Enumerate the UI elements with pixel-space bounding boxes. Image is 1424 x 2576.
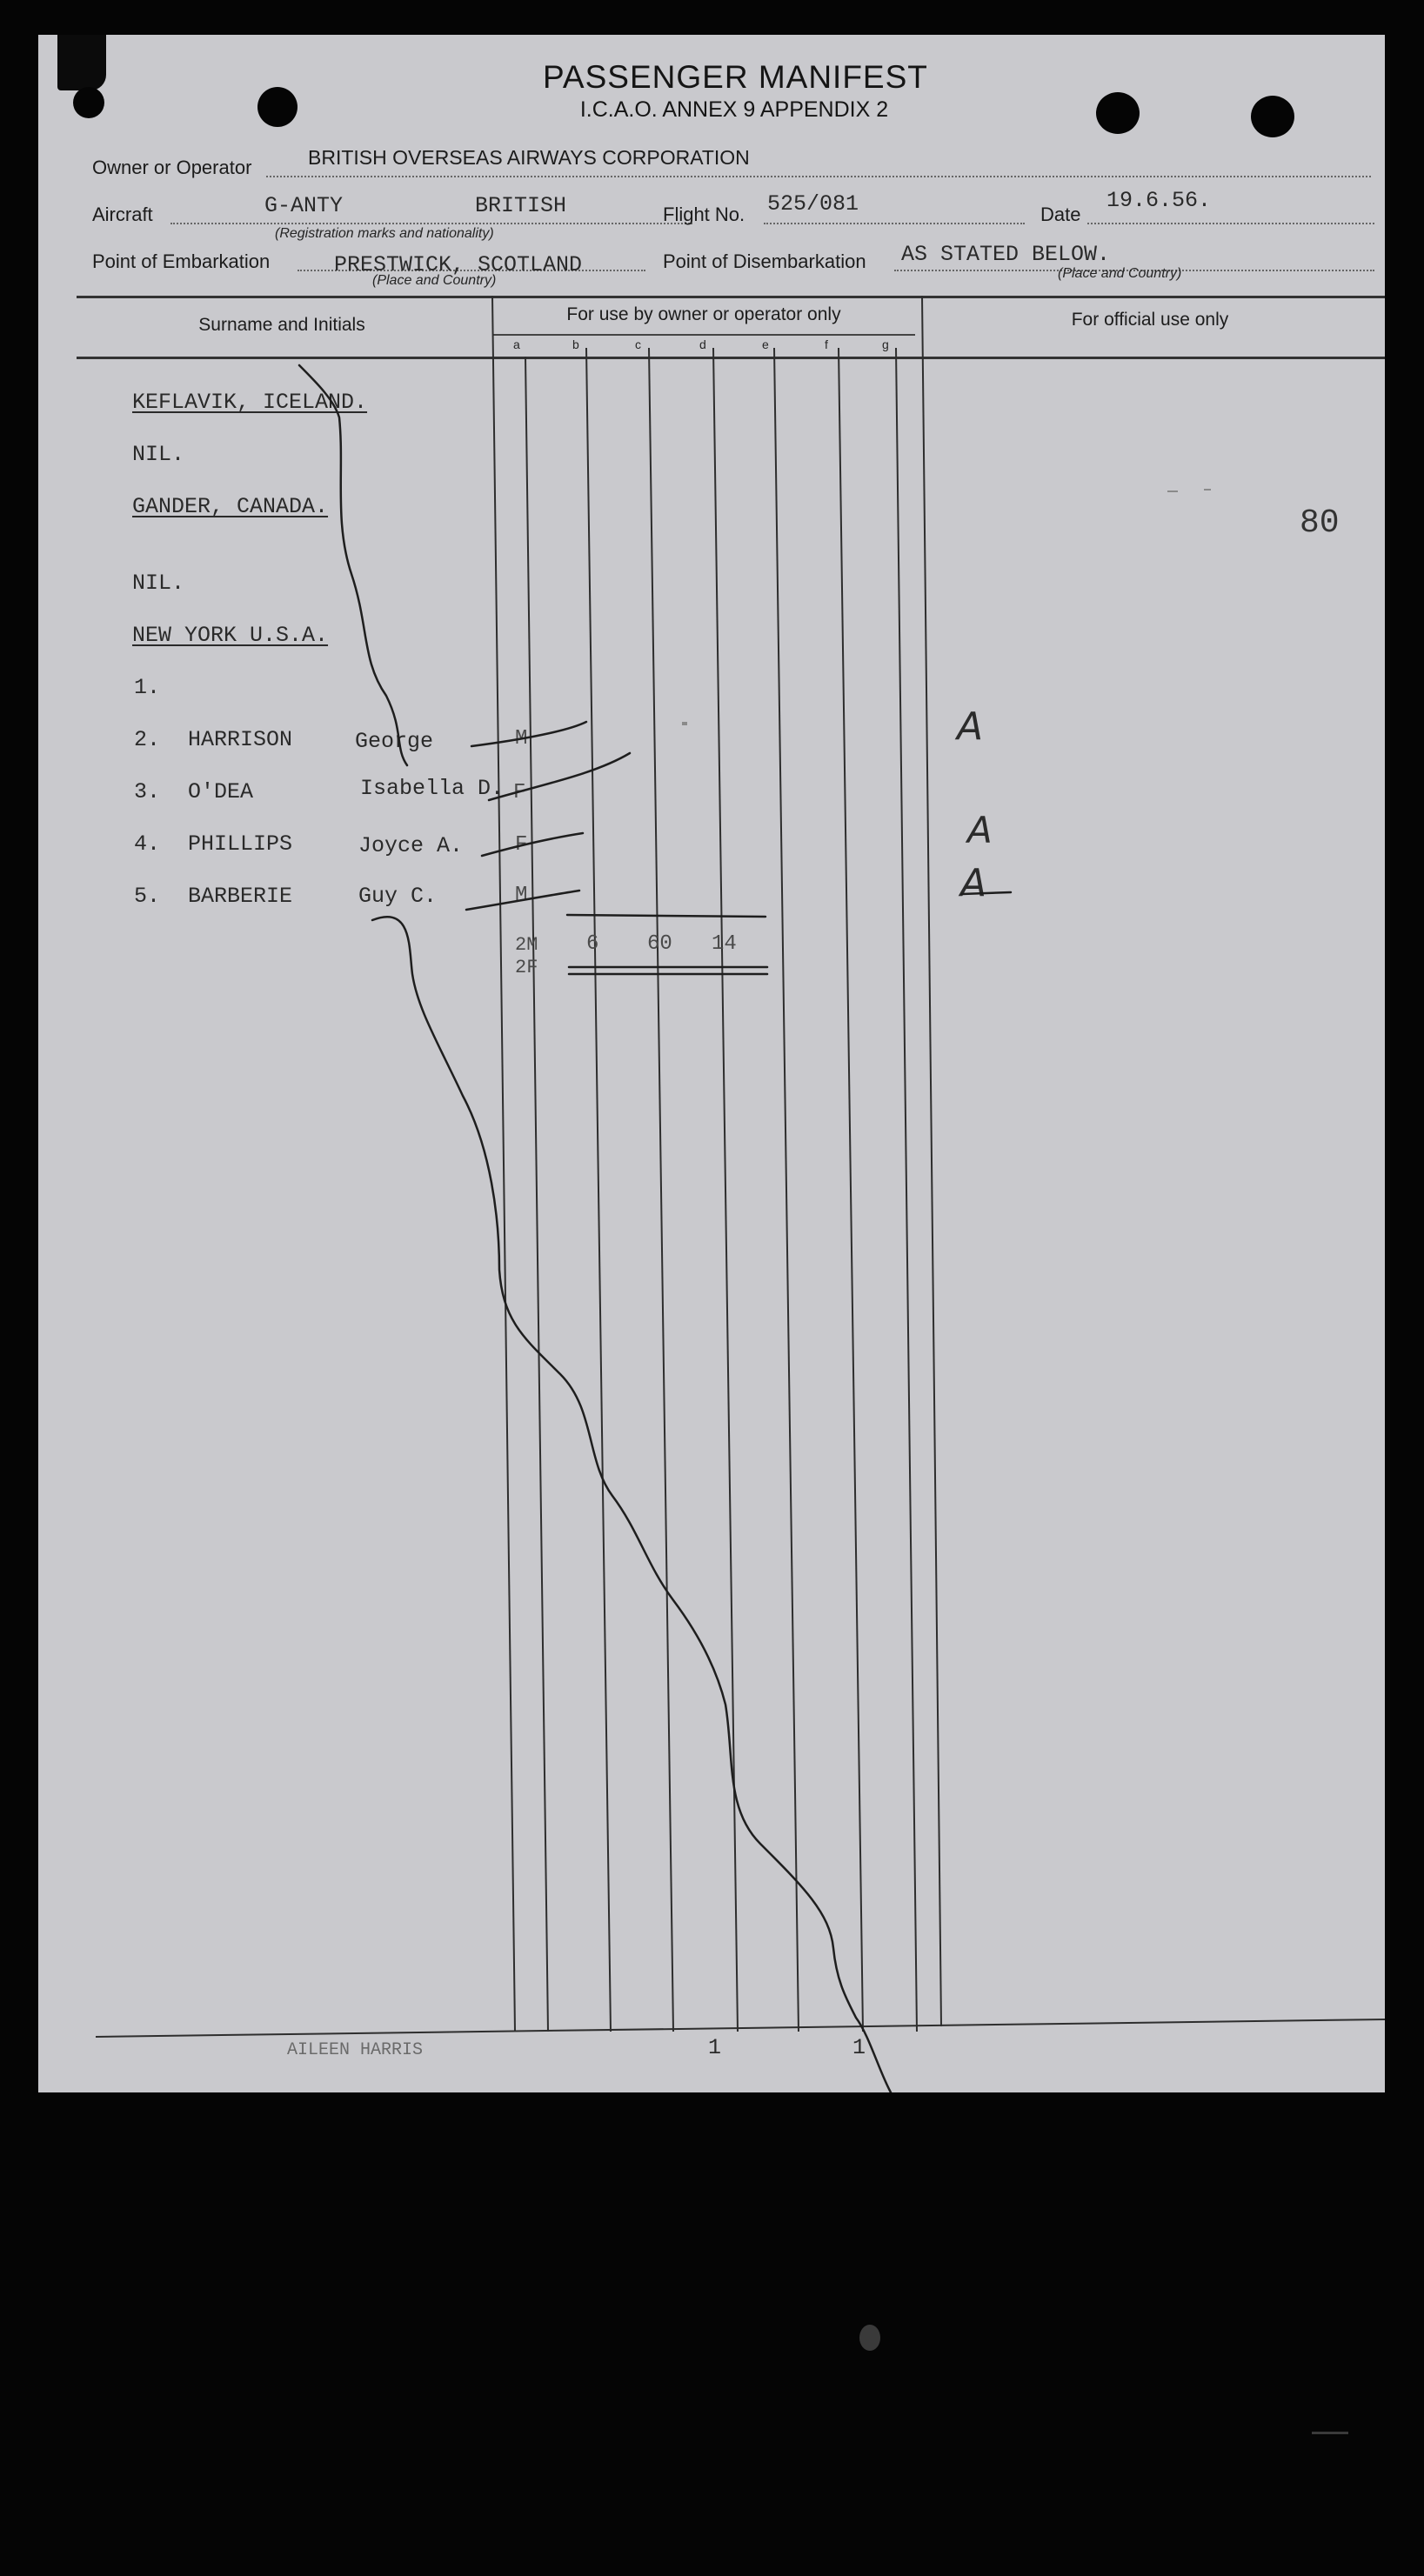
- column-header-name: Surname and Initials: [198, 315, 365, 335]
- ink-marks: [38, 35, 1385, 2092]
- date-label: Date: [1040, 204, 1081, 225]
- ink-squiggle: [299, 365, 407, 765]
- passenger-sex: M: [515, 884, 528, 907]
- subcolumn-d: d: [699, 337, 706, 351]
- strike-mark: [471, 722, 586, 746]
- total-male: 2M: [515, 934, 538, 956]
- footer-page-left: 1: [708, 2035, 722, 2060]
- item-1: 1.: [134, 675, 161, 700]
- flight-number: 525/081: [767, 191, 859, 217]
- passenger-number: 5.: [134, 884, 161, 909]
- passenger-first-name: Joyce A.: [358, 833, 464, 858]
- passenger-number: 2.: [134, 727, 161, 752]
- dust-speck: [859, 2325, 880, 2351]
- form-title: PASSENGER MANIFEST: [543, 59, 928, 95]
- stop-keflavik-note: NIL.: [132, 442, 185, 467]
- aircraft-registration: G-ANTY: [264, 193, 344, 218]
- aircraft-nationality: BRITISH: [475, 193, 567, 218]
- dust-line: [1312, 2432, 1348, 2434]
- subcolumn-b: b: [572, 337, 579, 351]
- total-c: 60: [647, 932, 672, 956]
- total-top-rule: [567, 915, 765, 917]
- signature: AILEEN HARRIS: [287, 2040, 424, 2060]
- passenger-surname: HARRISON: [188, 727, 293, 752]
- subcolumn-g: g: [882, 337, 889, 351]
- total-female: 2F: [515, 957, 538, 978]
- subcolumn-e: e: [762, 337, 769, 351]
- column-header-official: For official use only: [1071, 310, 1229, 330]
- passenger-number: 3.: [134, 779, 161, 804]
- embarkation-note: (Place and Country): [372, 273, 497, 288]
- total-b: 6: [586, 932, 599, 956]
- passenger-surname: O'DEA: [188, 779, 254, 804]
- strike-mark: [482, 833, 583, 856]
- flight-label: Flight No.: [663, 204, 745, 225]
- official-mark: A: [960, 861, 987, 905]
- column-header-operator: For use by owner or operator only: [566, 304, 841, 324]
- aircraft-label: Aircraft: [92, 204, 153, 225]
- scan-speck: [1167, 491, 1178, 492]
- ink-squiggle: [372, 917, 891, 2092]
- passenger-sex: F: [515, 833, 528, 857]
- strike-mark: [489, 753, 630, 800]
- embarkation-label: Point of Embarkation: [92, 250, 271, 272]
- strike-mark: [466, 891, 579, 910]
- subcolumn-f: f: [825, 337, 828, 351]
- passenger-surname: BARBERIE: [188, 884, 293, 909]
- scan-speck: [682, 722, 687, 725]
- disembarkation-value: AS STATED BELOW.: [901, 242, 1111, 267]
- ink-mark-a-bar: [962, 892, 1011, 894]
- passenger-first-name: Guy C.: [358, 884, 438, 909]
- passenger-sex: M: [515, 727, 528, 751]
- stop-keflavik: KEFLAVIK, ICELAND.: [132, 390, 368, 415]
- passenger-number: 4.: [134, 831, 161, 857]
- passenger-sex: F: [513, 781, 526, 804]
- total-d: 14: [712, 932, 737, 956]
- stop-gander-note: NIL.: [132, 571, 185, 596]
- registration-note: (Registration marks and nationality): [275, 226, 494, 241]
- passenger-surname: PHILLIPS: [188, 831, 293, 857]
- passenger-first-name: George: [355, 729, 434, 754]
- disembarkation-note: (Place and Country): [1058, 266, 1182, 281]
- footer-page-right: 1: [852, 2035, 866, 2060]
- stop-gander: GANDER, CANADA.: [132, 494, 329, 519]
- margin-number: 80: [1300, 504, 1340, 542]
- date-value: 19.6.56.: [1106, 188, 1212, 213]
- owner-label: Owner or Operator: [92, 157, 252, 178]
- subcolumn-c: c: [635, 337, 641, 351]
- embarkation-value: PRESTWICK, SCOTLAND: [334, 252, 583, 277]
- passenger-first-name: Isabella D.: [360, 776, 505, 801]
- disembarkation-label: Point of Disembarkation: [663, 250, 866, 272]
- form-subtitle: I.C.A.O. ANNEX 9 APPENDIX 2: [579, 97, 889, 122]
- stop-new-york: NEW YORK U.S.A.: [132, 623, 329, 648]
- subcolumn-a: a: [513, 337, 520, 351]
- owner-value: BRITISH OVERSEAS AIRWAYS CORPORATION: [308, 146, 750, 169]
- scan-speck: [1204, 489, 1211, 491]
- official-mark: A: [957, 704, 984, 749]
- official-mark: A: [967, 809, 993, 851]
- manifest-sheet: [38, 35, 1385, 2092]
